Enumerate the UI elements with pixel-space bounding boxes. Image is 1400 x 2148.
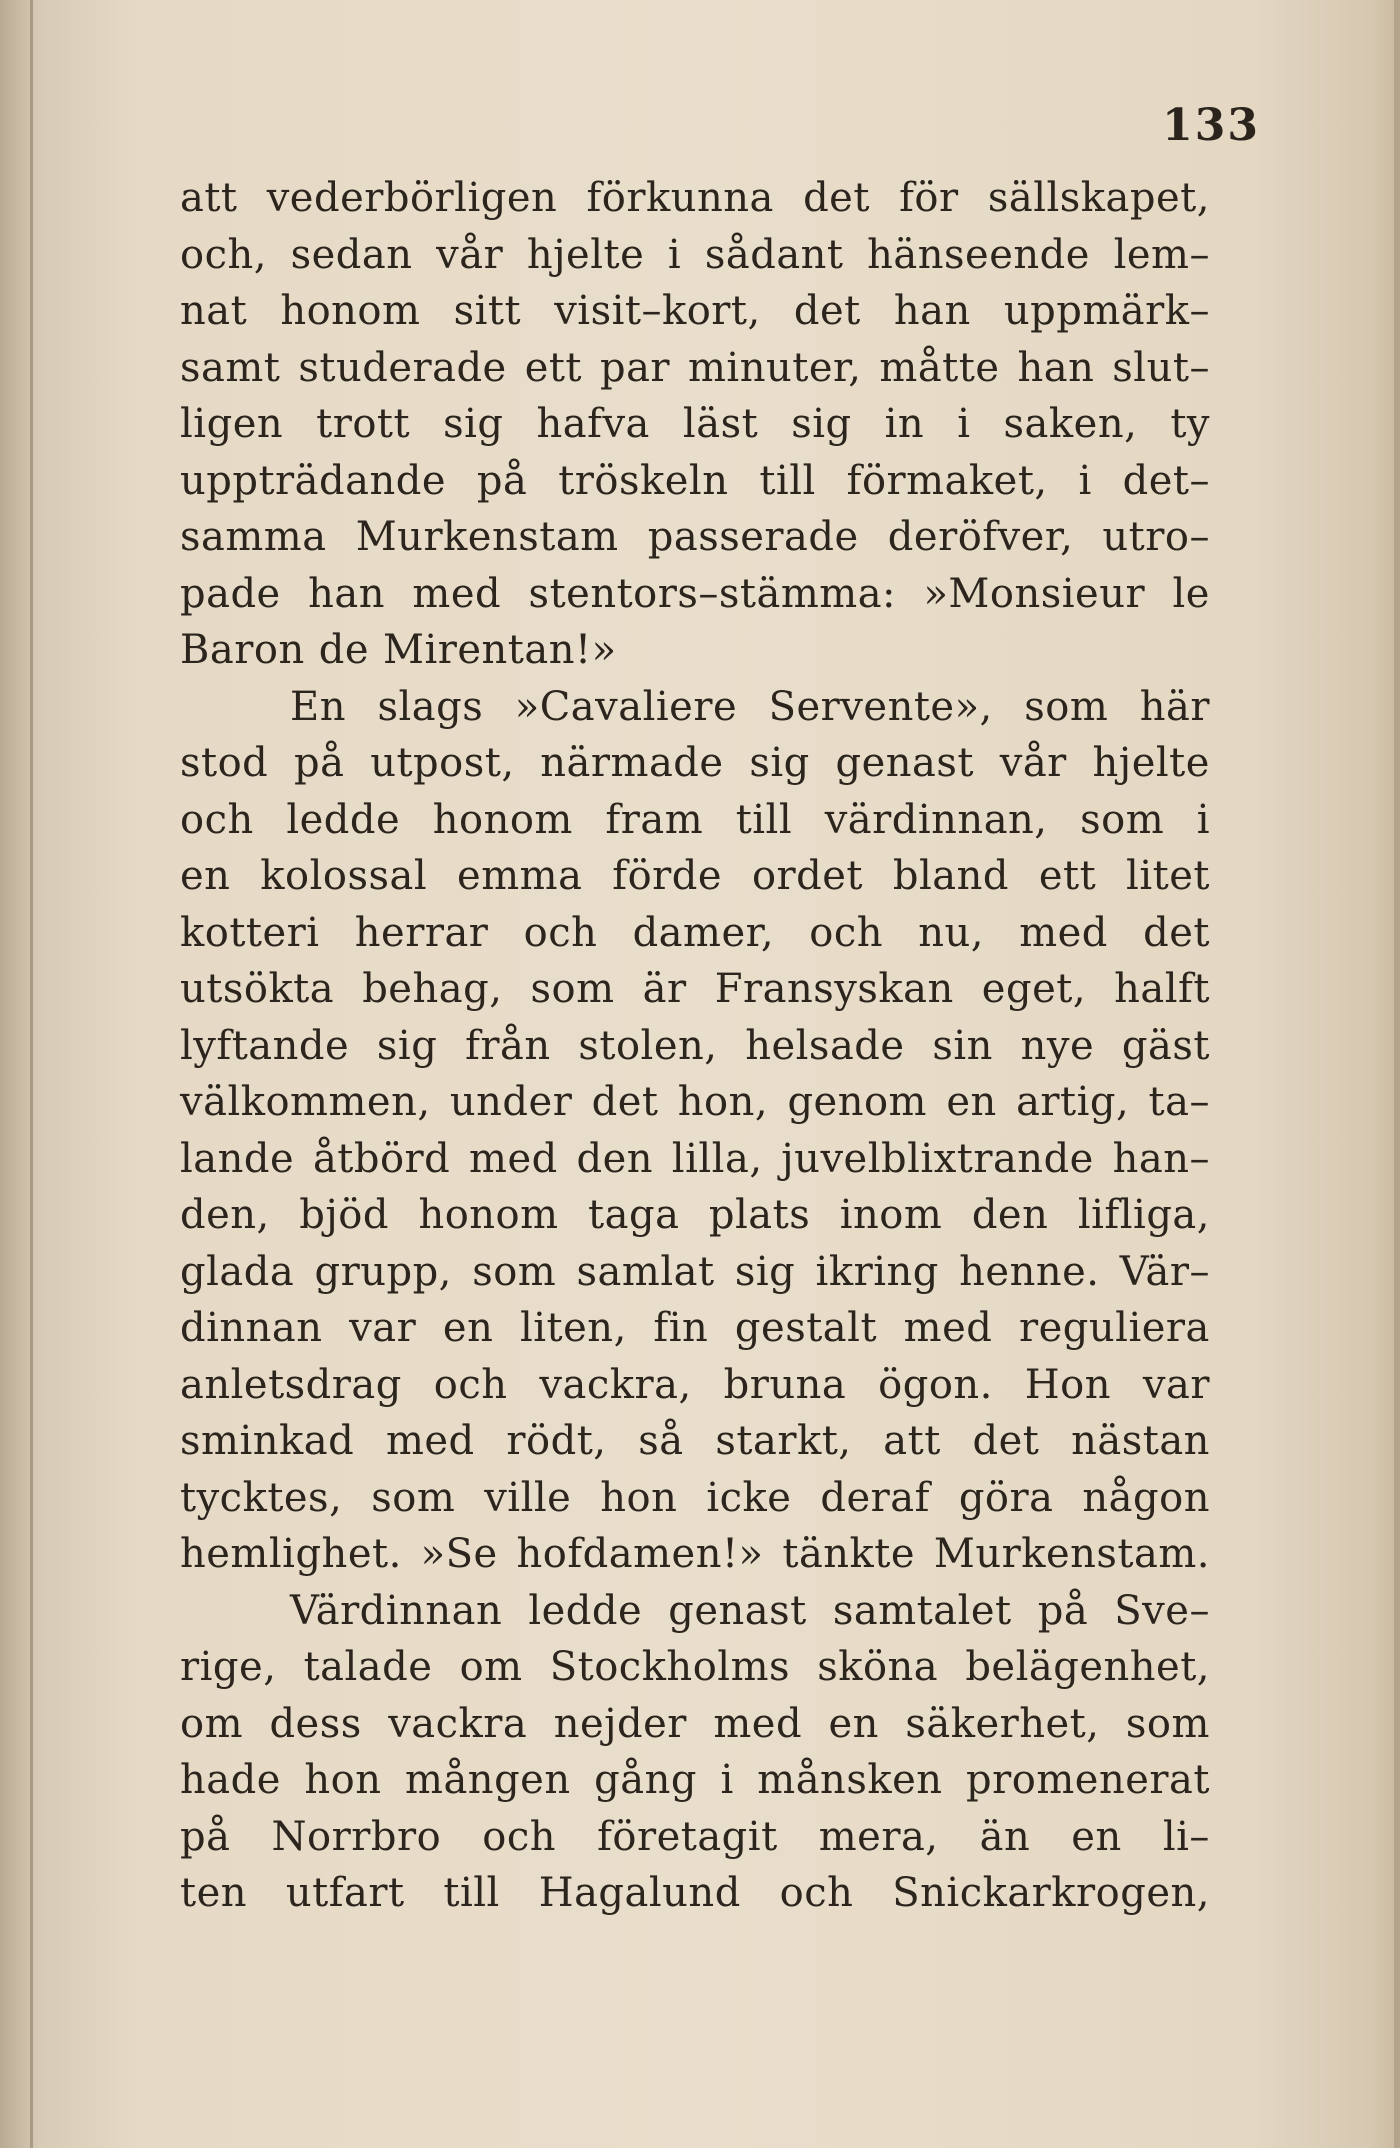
word: lyftande [180,1022,350,1069]
word: eget, [981,966,1087,1012]
word: le [1172,570,1210,617]
word: och, [180,231,267,278]
word: på [476,457,528,504]
word: Vär– [1119,1248,1210,1295]
word: En [290,683,346,730]
word: som [472,1248,557,1295]
word: vår [436,231,504,278]
word: stentors–stämma: [528,570,897,617]
word: till [759,457,816,504]
word: under [449,1079,573,1125]
word: på [1037,1587,1089,1634]
word: deraf [820,1474,930,1521]
word: Murkenstam [355,514,619,560]
text-line [180,232,1210,289]
word: läst [682,401,759,447]
text-line [180,1418,1210,1475]
text-line [180,1362,1210,1419]
word: om [180,1700,244,1747]
word: nästan [1071,1418,1210,1464]
word: den [576,1135,654,1182]
word: hade [180,1757,281,1803]
word: samt [180,344,281,391]
word: Murkenstam. [933,1531,1210,1577]
text-line [180,1249,1210,1306]
word: bland [892,853,1009,899]
word: damer, [632,909,775,956]
word: tycktes, [180,1474,343,1521]
word: studerade [298,344,507,391]
word: lem– [1113,231,1210,278]
word: ville [484,1474,572,1521]
body-text [180,175,1210,1927]
text-line [180,1023,1210,1080]
word: Norrbro [271,1813,442,1860]
word: och [433,1361,508,1408]
text-line [180,1475,1210,1532]
word: anletsdrag [180,1361,402,1408]
word: sällskapet, [987,175,1210,221]
word: reguliera [1019,1305,1210,1351]
text-line [180,288,1210,345]
text-line [180,458,1210,515]
word: förkunna [586,175,774,221]
text-line [180,740,1210,797]
word: en [1071,1813,1122,1860]
word: utfart [285,1870,405,1916]
word: göra [958,1474,1054,1521]
word: vackra, [539,1361,692,1408]
word: nat [180,288,248,334]
word: lande [180,1135,295,1182]
word: förde [612,853,723,899]
word: och [523,909,598,956]
word: som [1125,1700,1210,1747]
word: på [294,740,345,786]
word: förmaket, [846,457,1048,504]
word: honom [418,1192,559,1238]
word: den [971,1192,1049,1238]
word: slut– [1112,344,1210,391]
word: »Cavaliere [514,683,738,730]
word: i [720,1757,734,1803]
word: en [828,1700,879,1747]
word: belägenhet, [965,1644,1210,1690]
word: fram [605,796,704,843]
word: den, [180,1192,270,1238]
text-line [180,514,1210,571]
word: som [1024,683,1109,730]
word: utsökta [180,966,335,1012]
word: taga [588,1192,680,1238]
word: med [469,1135,558,1182]
page-edge [1394,0,1400,2148]
word: behag, [362,966,503,1012]
word: med [385,1418,475,1464]
word: liten, [519,1305,627,1351]
word: de [318,627,369,673]
word: sköna [817,1644,939,1690]
word: till [443,1870,500,1916]
text-line [180,1588,1210,1645]
word: gestalt [734,1305,878,1351]
word: företagit [597,1813,778,1860]
word: kolossal [260,853,428,899]
word: åtbörd [312,1135,451,1182]
word: gång [594,1757,697,1803]
word: sådant [704,231,844,278]
word: ett [1038,853,1097,899]
word: »Monsieur [923,570,1146,617]
text-line [180,1870,1210,1927]
word: halft [1114,966,1210,1012]
word: han [308,570,386,617]
word: »Se [420,1531,498,1577]
word: litet [1126,853,1210,899]
word: dess [269,1700,362,1747]
word: hjelte [1092,740,1210,786]
word: sig [443,401,504,447]
word: samtalet [832,1587,1012,1634]
word: Hagalund [538,1870,741,1916]
word: saken, [1003,401,1138,447]
text-line [180,1814,1210,1871]
word: än [979,1813,1031,1860]
text-line [180,1079,1210,1136]
text-line [180,853,1210,910]
word: promenerat [966,1757,1210,1803]
word: med [713,1700,803,1747]
word: en [946,1079,997,1125]
word: var [349,1305,417,1351]
word: ledde [286,796,401,843]
word: med [903,1305,993,1351]
word: nejder [553,1700,687,1747]
word: någon [1082,1474,1210,1521]
word: minuter, [688,344,862,391]
word: Stockholms [549,1644,791,1690]
word: värdinnan, [824,796,1048,843]
text-line [180,1136,1210,1193]
word: det [972,1418,1040,1464]
word: en [180,853,231,899]
word: honom [280,288,421,334]
word: helsade [745,1022,905,1069]
word: han [893,288,971,334]
word: Sve– [1114,1587,1210,1634]
word: i [1078,457,1092,504]
word: sig [734,1248,796,1295]
word: han [1017,344,1095,391]
word: inom [839,1192,943,1238]
word: det– [1122,457,1210,504]
word: mången [405,1757,571,1803]
word: ligen [180,401,284,447]
word: som [371,1474,456,1521]
text-line [180,1701,1210,1758]
word: sig [749,740,810,786]
word: som [530,966,615,1012]
word: emma [457,853,583,899]
word: bjöd [299,1192,389,1238]
word: i [957,401,971,447]
word: det [803,175,870,221]
word: om [459,1644,523,1690]
word: vackra [388,1700,528,1747]
word: li– [1162,1813,1210,1860]
text-line [180,571,1210,628]
page-number: 133 [1162,100,1260,151]
word: ikring [815,1248,939,1295]
word: ögon. [878,1361,993,1408]
word: välkommen, [180,1079,431,1125]
word: lifliga, [1077,1192,1210,1238]
word: med [412,570,502,617]
word: sig [376,1022,438,1069]
word: på [180,1813,231,1860]
word: gäst [1121,1022,1210,1069]
word: hon [600,1474,678,1521]
word: i [667,231,682,278]
word: nye [1020,1022,1095,1069]
word: henne. [959,1248,1100,1295]
word: genom [787,1079,927,1125]
word: par [599,344,671,391]
word: samlat [576,1248,715,1295]
word: juvelblixtrande [781,1135,1094,1182]
word: icke [706,1474,792,1521]
word: rödt, [506,1418,607,1464]
text-line [180,1644,1210,1701]
word: är [642,966,687,1012]
word: visit–kort, [554,288,761,334]
word: här [1139,683,1210,730]
word: och [779,1870,854,1916]
word: grupp, [314,1248,452,1295]
word: som [1080,796,1165,843]
word: hofdamen!» [516,1531,764,1577]
word: hänseende [867,231,1090,278]
word: hon [304,1757,382,1803]
word: hemlighet. [180,1531,402,1577]
text-line [180,345,1210,402]
word: mera, [818,1813,939,1860]
word: det [793,288,861,334]
word: sitt [453,288,522,334]
word: kotteri [180,909,320,956]
word: samma [180,514,327,560]
word: det [1143,909,1210,956]
text-line [180,797,1210,854]
word: måtte [879,344,1000,391]
word: starkt, [715,1418,852,1464]
word: fin [653,1305,709,1351]
word: ordet [751,853,864,899]
word: Baron [180,627,305,673]
word: sminkad [180,1418,355,1464]
word: tröskeln [558,457,729,504]
word: stod [180,740,269,786]
text-line [180,966,1210,1023]
word: Fransyskan [714,966,954,1012]
word: slags [377,683,484,730]
word: månsken [757,1757,943,1803]
word: var [1142,1361,1210,1408]
word: utpost, [370,740,515,786]
word: i [1196,796,1210,843]
word: pade [180,570,281,617]
word: passerade [647,514,859,560]
word: ten [180,1870,248,1916]
word: Snickarkrogen, [892,1870,1210,1916]
word: genast [835,740,974,786]
word: sig [791,401,852,447]
word: och [180,796,254,843]
word: att [883,1418,941,1464]
word: till [735,796,793,843]
word: sin [932,1022,993,1069]
binding-edge [30,0,33,2148]
word: talade [303,1644,433,1690]
word: bruna [723,1361,847,1408]
word: sedan [290,231,413,278]
word: uppträdande [180,457,447,504]
word: hjelte [526,231,645,278]
word: Hon [1024,1361,1112,1408]
word: tänkte [782,1531,916,1577]
word: Servente», [768,683,993,730]
word: glada [180,1248,295,1295]
word: utro– [1102,514,1210,560]
word: för [899,175,959,221]
word: och [809,909,884,956]
text-line [180,684,1210,741]
text-line [180,910,1210,967]
word: dinnan [180,1305,323,1351]
word: artig, [1016,1079,1130,1125]
word: uppmärk– [1003,288,1210,334]
word: ett [524,344,583,391]
word: en [442,1305,494,1351]
word: genast [668,1587,807,1634]
word: det [591,1079,659,1125]
word: säkerhet, [905,1700,1100,1747]
word: lilla, [671,1135,763,1182]
word: deröfver, [887,514,1074,560]
text-line [180,1305,1210,1362]
word: plats [708,1192,811,1238]
text-line [180,1192,1210,1249]
word: att [180,175,238,221]
word: in [884,401,925,447]
word: från [465,1022,551,1069]
word: och [482,1813,556,1860]
word: trott [316,401,411,447]
text-line [180,1757,1210,1814]
text-line [180,401,1210,458]
word: ledde [528,1587,643,1634]
text-line [180,1531,1210,1588]
word: vår [999,740,1067,786]
word: rige, [180,1644,277,1690]
word: ty [1170,401,1210,447]
word: så [638,1418,684,1464]
word: nu, [918,909,984,956]
word: vederbörligen [266,175,558,221]
word: herrar [354,909,489,956]
word: han– [1112,1135,1210,1182]
word: Mirentan!» [383,627,617,673]
word: hon, [677,1079,769,1125]
word: ta– [1148,1079,1210,1125]
word: närmade [540,740,724,786]
word: med [1019,909,1108,956]
text-line [180,627,1210,684]
text-line [180,175,1210,232]
word: hafva [536,401,650,447]
word: stolen, [578,1022,718,1069]
word: Värdinnan [290,1587,503,1634]
word: honom [432,796,573,843]
